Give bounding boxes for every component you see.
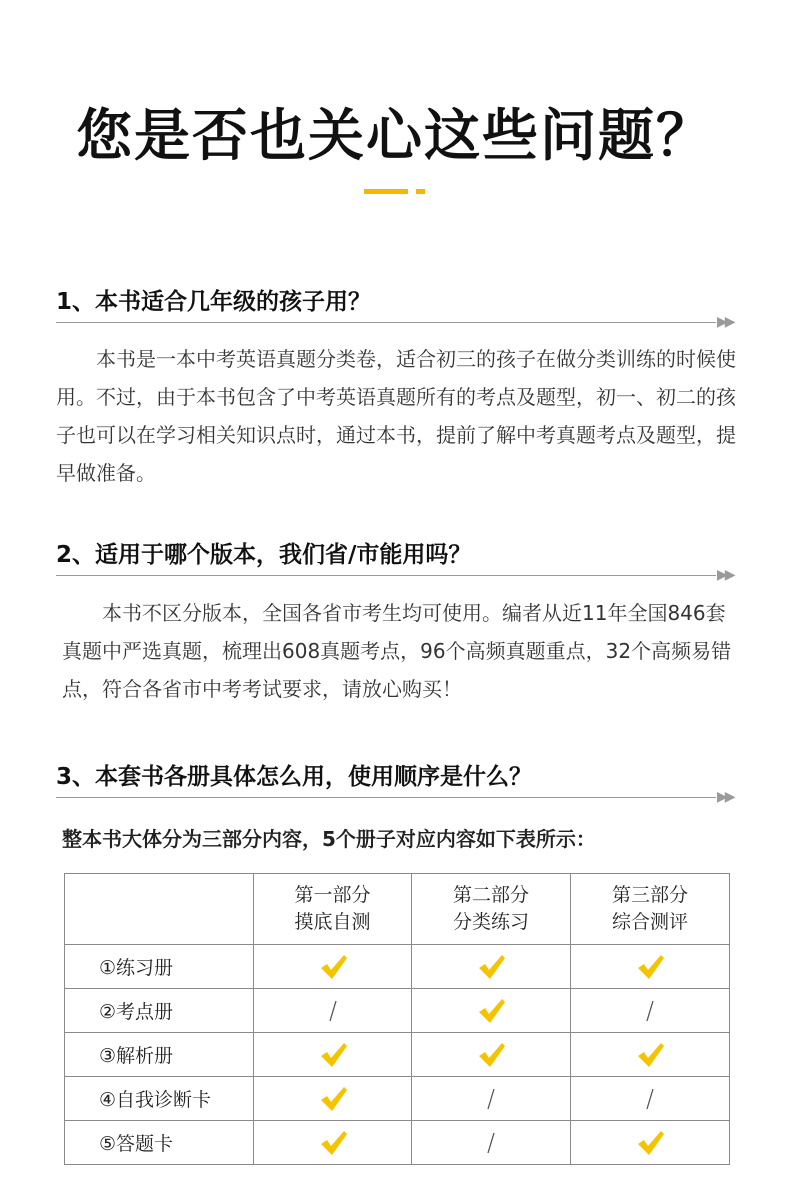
column-header-line1: 第三部分 <box>611 884 688 906</box>
double-arrow-icon: ▶▶ <box>717 789 733 805</box>
booklet-name: ⑤答题卡 <box>65 1121 254 1165</box>
question-1-answer: 本书是一本中考英语真题分类卷，适合初三的孩子在做分类训练的时候使用。不过，由于本书包含了中考英语真题所有的考点及题型，初一、初二的孩子也可以在学习相关知识点时，通过本书，提前了解中考真题考点及题型，提早做准备。 <box>56 347 736 485</box>
check-icon <box>635 1129 665 1157</box>
column-header <box>571 874 730 945</box>
check-icon <box>318 953 348 981</box>
check-icon <box>635 953 665 981</box>
check-icon <box>635 1041 665 1069</box>
table-row <box>65 1121 730 1165</box>
check-icon <box>318 1129 348 1157</box>
usage-mark <box>254 945 412 989</box>
table-row <box>65 945 730 989</box>
column-header-line1: 第二部分 <box>452 884 529 906</box>
column-header <box>254 874 412 945</box>
table-row <box>65 1077 730 1121</box>
usage-mark <box>412 1077 571 1121</box>
slash-icon <box>476 1129 506 1157</box>
usage-mark <box>412 945 571 989</box>
usage-mark <box>254 1033 412 1077</box>
question-1-heading: 1、本书适合几年级的孩子用？ <box>56 289 372 315</box>
slash-icon <box>318 997 348 1025</box>
table-header-row <box>65 874 730 945</box>
usage-mark <box>412 1121 571 1165</box>
table-row <box>65 989 730 1033</box>
booklet-name: ④自我诊断卡 <box>65 1077 254 1121</box>
title-underline-bar <box>364 189 408 194</box>
double-arrow-icon: ▶▶ <box>717 314 733 330</box>
question-3-heading: 3、本套书各册具体怎么用，使用顺序是什么？ <box>56 764 533 790</box>
slash-icon <box>635 1085 665 1113</box>
question-2-divider <box>56 575 716 576</box>
question-1-divider <box>56 322 716 323</box>
usage-mark <box>412 989 571 1033</box>
usage-mark <box>412 1033 571 1077</box>
booklet-name: ①练习册 <box>65 945 254 989</box>
usage-mark <box>254 989 412 1033</box>
check-icon <box>476 997 506 1025</box>
usage-mark <box>571 1121 730 1165</box>
slash-icon <box>635 997 665 1025</box>
booklet-name: ③解析册 <box>65 1033 254 1077</box>
booklet-usage-table <box>64 873 730 1165</box>
question-2-answer: 本书不区分版本，全国各省市考生均可使用。编者从近11年全国846套真题中严选真题，梳理出608真题考点，96个高频真题重点，32个高频易错点，符合各省市中考考试要求，请放心购买！ <box>62 601 732 701</box>
usage-mark <box>571 989 730 1033</box>
check-icon <box>318 1041 348 1069</box>
column-header-line2: 分类练习 <box>452 911 529 933</box>
usage-mark <box>571 945 730 989</box>
column-header-line1: 第一部分 <box>294 884 371 906</box>
slash-icon <box>476 1085 506 1113</box>
page-title: 您是否也关心这些问题？ <box>76 104 714 169</box>
question-2-heading: 2、适用于哪个版本，我们省/市能用吗？ <box>56 542 472 568</box>
usage-mark <box>254 1077 412 1121</box>
column-header-line2: 综合测评 <box>611 911 688 933</box>
check-icon <box>476 1041 506 1069</box>
double-arrow-icon: ▶▶ <box>717 567 733 583</box>
usage-mark <box>571 1077 730 1121</box>
table-corner-cell <box>65 874 254 945</box>
booklet-name: ②考点册 <box>65 989 254 1033</box>
usage-mark <box>254 1121 412 1165</box>
usage-mark <box>571 1033 730 1077</box>
column-header-line2: 摸底自测 <box>294 911 371 933</box>
check-icon <box>318 1085 348 1113</box>
column-header <box>412 874 571 945</box>
table-row <box>65 1033 730 1077</box>
question-3-divider <box>56 797 716 798</box>
table-intro: 整本书大体分为三部分内容，5个册子对应内容如下表所示： <box>62 827 596 851</box>
check-icon <box>476 953 506 981</box>
title-underline-dot <box>416 189 425 194</box>
